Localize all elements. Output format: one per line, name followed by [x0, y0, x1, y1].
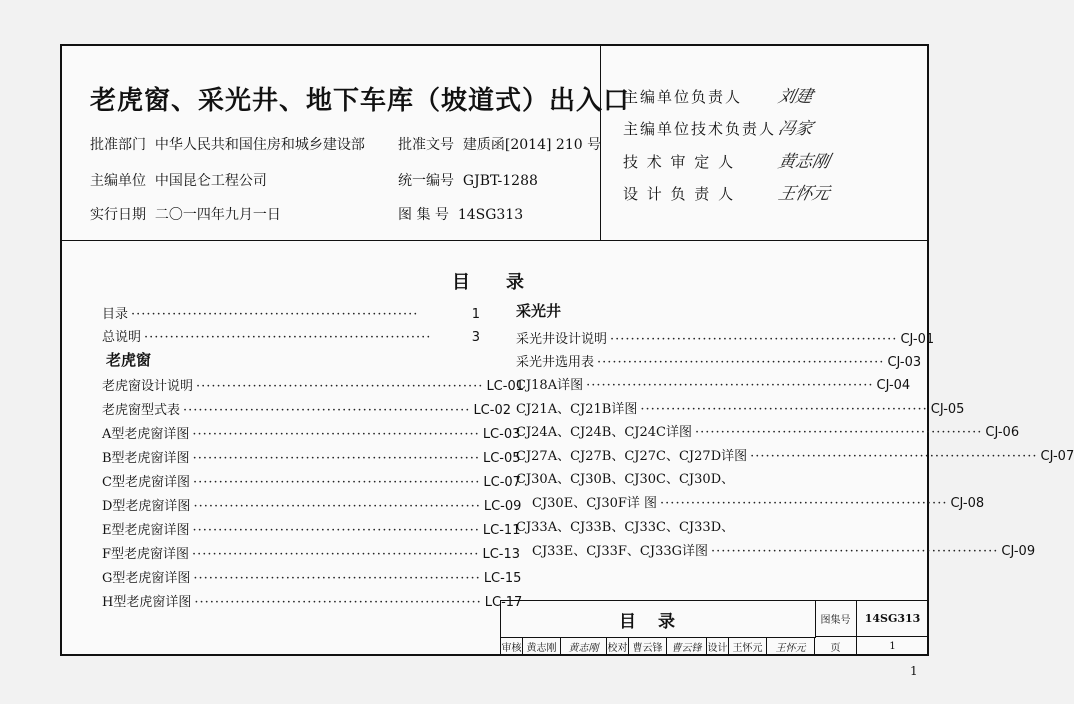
atlas-no: 14SG313: [857, 601, 928, 637]
approval-doc: 批准文号 建质函[2014] 210 号: [398, 137, 602, 153]
toc-entry[interactable]: CJ21A、CJ21B详图 ························································ CJ-05: [516, 402, 965, 417]
signature: 刘建: [776, 87, 815, 107]
toc-entry[interactable]: H型老虎窗详图 ························································ LC-17: [102, 595, 523, 610]
cover-header: [62, 46, 927, 241]
toc-entry[interactable]: E型老虎窗详图 ························································ LC-11: [102, 523, 521, 538]
atlas-number: 图 集 号 14SG313: [398, 207, 524, 223]
toc-entry[interactable]: 老虎窗设计说明 ························································ LC-01: [102, 379, 524, 394]
toc-entry[interactable]: D型老虎窗详图 ························································ LC-09: [102, 499, 522, 514]
title-block: [500, 600, 928, 655]
toc-entry[interactable]: CJ33E、CJ33F、CJ33G详图 ························································ CJ-09: [532, 544, 1036, 559]
drawing-sheet: [60, 44, 1074, 656]
atlas-label: 图集号: [815, 601, 857, 637]
design-label: 设计: [707, 637, 729, 655]
designer-signature: 王怀元: [767, 637, 815, 655]
toc-entry[interactable]: A型老虎窗详图 ························································ LC-03: [102, 427, 521, 442]
toc-entry[interactable]: 采光井选用表 ························································ CJ-03: [516, 355, 922, 370]
page-value: 1: [889, 640, 896, 652]
page-label: 页: [815, 637, 857, 655]
title-block-main: [501, 601, 816, 638]
toc-heading: 目 录: [452, 272, 524, 293]
toc-entry[interactable]: F型老虎窗详图 ························································ LC-13: [102, 547, 521, 562]
toc-entry[interactable]: 老虎窗型式表 ························································ LC-02: [102, 403, 511, 418]
header-info: [62, 46, 631, 240]
page-number: 1: [910, 664, 918, 678]
effective-date: 实行日期 二〇一四年九月一日: [90, 207, 281, 223]
editor-unit: 主编单位 中国昆仑工程公司: [90, 173, 267, 189]
checker-signature: 曹云锋: [667, 637, 707, 655]
toc-entry[interactable]: C型老虎窗详图 ························································ LC-07: [102, 475, 521, 490]
toc-entry[interactable]: 采光井设计说明 ························································ CJ-01: [516, 332, 935, 347]
approval-dept: 批准部门 中华人民共和国住房和城乡建设部: [90, 137, 365, 153]
check-label: 校对: [607, 637, 629, 655]
toc-entry[interactable]: CJ24A、CJ24B、CJ24C详图 ························································ CJ-06: [516, 425, 1020, 440]
atlas-title: 老虎窗、采光井、地下车库（坡道式）出入口: [90, 86, 631, 116]
signature: 王怀元: [776, 184, 832, 204]
section-light-well: 采光井: [516, 302, 562, 320]
responsible-row: 主编单位负责人: [623, 88, 743, 106]
responsible-row: 设 计 负 责 人: [623, 185, 736, 203]
signature: 冯家: [776, 119, 815, 139]
signoff-row: [501, 637, 928, 655]
toc-entry[interactable]: B型老虎窗详图 ························································ LC-05: [102, 451, 521, 466]
toc-entry[interactable]: 目录 ························································ 1: [102, 307, 480, 322]
checker-name: 曹云锋: [629, 637, 667, 655]
unified-number: 统一编号 GJBT-1288: [398, 173, 538, 189]
reviewer-name: 黄志刚: [523, 637, 561, 655]
title-block-title: 目录: [619, 611, 697, 632]
section-dormer-window: 老虎窗: [106, 351, 152, 369]
responsible-row: 主编单位技术负责人: [623, 120, 777, 138]
toc-entry[interactable]: CJ27A、CJ27B、CJ27C、CJ27D详图 ························································ CJ-07: [516, 449, 1074, 464]
toc-entry[interactable]: G型老虎窗详图 ························································ LC-15: [102, 571, 522, 586]
designer-name: 王怀元: [729, 637, 767, 655]
toc-entry[interactable]: CJ18A详图 ························································ CJ-04: [516, 378, 911, 393]
toc-entry-line[interactable]: CJ30A、CJ30B、CJ30C、CJ30D、: [516, 472, 735, 487]
toc-entry[interactable]: CJ30E、CJ30F详 图 ························································ CJ-08: [532, 496, 985, 511]
toc-entry[interactable]: 总说明 ························································ 3: [102, 330, 480, 345]
reviewer-signature: 黄志刚: [561, 637, 607, 655]
responsible-row: 技 术 审 定 人: [623, 153, 736, 171]
responsible-persons: [600, 46, 928, 240]
toc-entry-line[interactable]: CJ33A、CJ33B、CJ33C、CJ33D、: [516, 520, 735, 535]
signature: 黄志刚: [776, 152, 832, 172]
review-label: 审核: [501, 637, 523, 655]
